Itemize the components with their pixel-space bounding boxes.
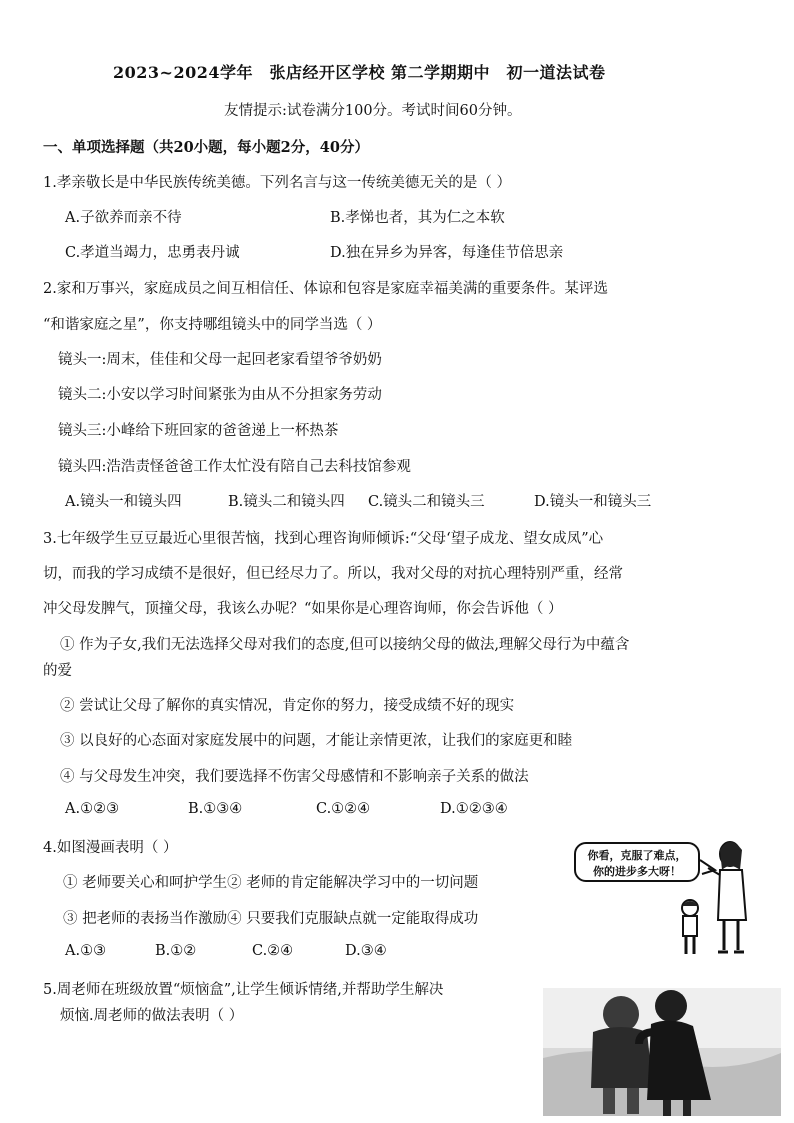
q1-option-b: B.孝悌也者，其为仁之本软	[330, 210, 505, 226]
q1-option-a: A.子欲养而亲不待	[65, 210, 182, 226]
q2-shot-3: 镜头三:小峰给下班回家的爸爸递上一杯热茶	[58, 423, 339, 439]
q2-shot-2: 镜头二:小安以学习时间紧张为由从不分担家务劳动	[58, 387, 382, 403]
q4-statements-3-4: ③ 把老师的表扬当作激励④ 只要我们克服缺点就一定能取得成功	[63, 911, 479, 927]
q3-statement-4: ④ 与父母发生冲突，我们要选择不伤害父母感情和不影响亲子关系的做法	[60, 769, 529, 785]
q2-option-d: D.镜头一和镜头三	[534, 494, 652, 510]
q4-option-d: D.③④	[345, 943, 387, 959]
q4-option-a: A.①③	[65, 943, 107, 959]
exam-hint: 友情提示:试卷满分100分。考试时间60分钟。	[224, 103, 522, 119]
question-2-stem-line1: 2.家和万事兴，家庭成员之间互相信任、体谅和包容是家庭幸福美满的重要条件。某评选	[43, 281, 608, 297]
question-3-stem-line3: 冲父母发脾气，顶撞父母，我该么办呢？“如果你是心理咨询师，你会告诉他（ ）	[43, 601, 563, 617]
q3-statement-1-cont: 的爱	[43, 663, 72, 679]
q2-option-c: C.镜头二和镜头三	[368, 494, 485, 510]
q2-option-a: A.镜头一和镜头四	[65, 494, 182, 510]
teacher-comforting-student-illustration	[543, 988, 781, 1116]
q3-option-c: C.①②④	[316, 801, 371, 817]
question-2-stem-line2: “和谐家庭之星”，你支持哪组镜头中的同学当选（ ）	[43, 317, 382, 333]
question-5-stem-line1: 5.周老师在班级放置“烦恼盒”,让学生倾诉情绪,并帮助学生解决	[43, 982, 444, 998]
q3-option-b: B.①③④	[188, 801, 243, 817]
q2-shot-1: 镜头一:周末，佳佳和父母一起回老家看望爷爷奶奶	[58, 352, 382, 368]
section-heading: 一、单项选择题（共20小题，每小题2分，40分）	[43, 139, 369, 156]
q2-shot-4: 镜头四:浩浩责怪爸爸工作太忙没有陪自己去科技馆参观	[58, 459, 411, 475]
question-1-stem: 1.孝亲敬长是中华民族传统美德。下列名言与这一传统美德无关的是（ ）	[43, 175, 511, 191]
q4-statements-1-2: ① 老师要关心和呵护学生② 老师的肯定能解决学习中的一切问题	[63, 875, 479, 891]
q1-option-d: D.独在异乡为异客，每逢佳节倍思亲	[330, 245, 564, 261]
bubble-line-2: 你的进步多大呀！	[593, 865, 681, 878]
question-3-stem-line1: 3.七年级学生豆豆最近心里很苦恼，找到心理咨询师倾诉:“父母‘望子成龙、望女成凤”心	[43, 531, 604, 547]
question-5-stem-line2: 烦恼.周老师的做法表明（ ）	[60, 1008, 244, 1024]
teacher-student-comic-illustration	[660, 840, 760, 965]
q3-option-a: A.①②③	[65, 801, 120, 817]
page-title: 2023~2024学年 张店经开区学校 第二学期期中 初一道法试卷	[113, 63, 606, 82]
question-4-stem: 4.如图漫画表明（ ）	[43, 840, 178, 856]
q3-statement-2: ② 尝试让父母了解你的真实情况，肯定你的努力，接受成绩不好的现实	[60, 698, 515, 714]
q2-option-b: B.镜头二和镜头四	[228, 494, 345, 510]
q4-option-b: B.①②	[155, 943, 197, 959]
q3-statement-3: ③ 以良好的心态面对家庭发展中的问题，才能让亲情更浓，让我们的家庭更和睦	[60, 733, 573, 749]
q3-statement-1: ① 作为子女,我们无法选择父母对我们的态度,但可以接纳父母的做法,理解父母行为中蕴含	[60, 637, 630, 653]
question-3-stem-line2: 切，而我的学习成绩不是很好，但已经尽力了。所以，我对父母的对抗心理特别严重，经常	[43, 566, 623, 582]
q4-option-c: C.②④	[252, 943, 294, 959]
q3-option-d: D.①②③④	[440, 801, 508, 817]
q1-option-c: C.孝道当竭力，忠勇表丹诚	[65, 245, 240, 261]
bubble-line-1: 你看，克服了难点，	[587, 849, 687, 862]
